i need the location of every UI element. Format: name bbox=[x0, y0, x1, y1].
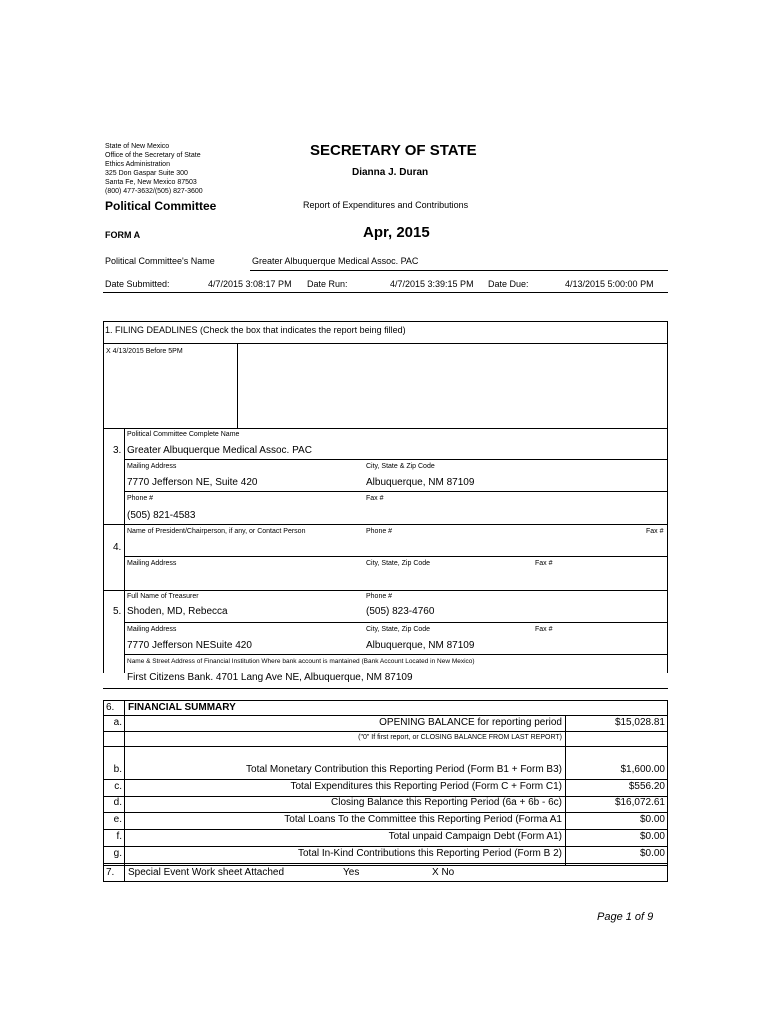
financial-row-value: $0.00 bbox=[639, 848, 665, 859]
financial-row-value: $15,028.81 bbox=[614, 717, 665, 728]
phone-label: Phone # bbox=[366, 528, 393, 535]
mailing-address-label: Mailing Address bbox=[127, 560, 177, 567]
complete-name-label: Political Committee Complete Name bbox=[127, 431, 240, 438]
date-run-label: Date Run: bbox=[307, 279, 348, 289]
treasurer-city: Albuquerque, NM 87109 bbox=[366, 640, 475, 651]
office-address bbox=[105, 142, 203, 196]
page-number: Page 1 of 9 bbox=[597, 911, 654, 923]
city-state-zip-label: City, State, Zip Code bbox=[366, 626, 431, 633]
bank-label: Name & Street Address of Financial Institution Where bank account is mantained (Bank Account Located in New Mexico) bbox=[127, 658, 475, 665]
office-line: State of New Mexico bbox=[105, 143, 170, 150]
financial-row-letter: c. bbox=[114, 781, 122, 792]
filing-deadlines-title: 1. FILING DEADLINES (Check the box that indicates the report being filled) bbox=[105, 325, 406, 335]
mailing-address-label: Mailing Address bbox=[127, 626, 177, 633]
bank-value: First Citizens Bank. 4701 Lang Ave NE, Albuquerque, NM 87109 bbox=[127, 672, 413, 683]
financial-row-value: $16,072.61 bbox=[614, 797, 665, 808]
financial-row-letter: g. bbox=[113, 848, 122, 859]
report-title: Report of Expenditures and Contributions bbox=[303, 200, 469, 210]
committee-mailing-address: 7770 Jefferson NE, Suite 420 bbox=[127, 477, 258, 488]
fax-label: Fax # bbox=[366, 495, 384, 502]
office-line: Office of the Secretary of State bbox=[105, 152, 201, 159]
form-label: FORM A bbox=[105, 230, 141, 240]
financial-row-letter: e. bbox=[113, 814, 122, 825]
city-state-zip-label: City, State, Zip Code bbox=[366, 560, 431, 567]
financial-row-value: $556.20 bbox=[628, 781, 665, 792]
phone-label: Phone # bbox=[127, 495, 154, 502]
page-title: SECRETARY OF STATE bbox=[310, 142, 477, 159]
date-due-label: Date Due: bbox=[488, 279, 529, 289]
financial-summary-title: FINANCIAL SUMMARY bbox=[128, 702, 236, 713]
financial-row-label: ("0" If first report, or CLOSING BALANCE FROM LAST REPORT) bbox=[358, 734, 562, 741]
treasurer-label: Full Name of Treasurer bbox=[127, 593, 199, 600]
financial-row-letter: d. bbox=[113, 797, 122, 808]
treasurer-name: Shoden, MD, Rebecca bbox=[127, 606, 228, 617]
financial-row-value: $0.00 bbox=[639, 831, 665, 842]
secretary-name: Dianna J. Duran bbox=[352, 167, 429, 178]
section-5-number: 5. bbox=[113, 606, 122, 617]
financial-row-label: Total Expenditures this Reporting Period (Form C + Form C1) bbox=[290, 781, 562, 792]
committee-name-label: Political Committee's Name bbox=[105, 256, 215, 266]
section-4-number: 4. bbox=[113, 542, 122, 553]
financial-row-label: OPENING BALANCE for reporting period bbox=[379, 717, 562, 728]
committee-city: Albuquerque, NM 87109 bbox=[366, 477, 475, 488]
financial-row-letter: b. bbox=[113, 764, 122, 775]
financial-row-letter: f. bbox=[116, 831, 122, 842]
treasurer-phone: (505) 823-4760 bbox=[366, 606, 435, 617]
date-submitted-label: Date Submitted: bbox=[105, 279, 170, 289]
financial-row-value: $0.00 bbox=[639, 814, 665, 825]
financial-row-letter: a. bbox=[113, 717, 122, 728]
section-7-number: 7. bbox=[106, 867, 115, 878]
office-line: (800) 477-3632/(505) 827-3600 bbox=[105, 188, 203, 195]
date-due-value: 4/13/2015 5:00:00 PM bbox=[565, 279, 654, 289]
special-event-label: Special Event Work sheet Attached bbox=[128, 867, 285, 878]
date-submitted-value: 4/7/2015 3:08:17 PM bbox=[208, 279, 292, 289]
financial-row-label: Total Loans To the Committee this Reporting Period (Forma A1 bbox=[284, 814, 562, 825]
fax-label: Fax # bbox=[535, 560, 553, 567]
financial-row-label: Total unpaid Campaign Debt (Form A1) bbox=[388, 831, 562, 842]
mailing-address-label: Mailing Address bbox=[127, 463, 177, 470]
date-run-value: 4/7/2015 3:39:15 PM bbox=[390, 279, 474, 289]
financial-row-label: Total Monetary Contribution this Reporting Period (Form B1 + Form B3) bbox=[246, 764, 562, 775]
political-committee-heading: Political Committee bbox=[105, 199, 217, 213]
report-period: Apr, 2015 bbox=[363, 224, 430, 241]
office-line: 325 Don Gaspar Suite 300 bbox=[105, 170, 188, 177]
phone-label: Phone # bbox=[366, 593, 393, 600]
committee-complete-name: Greater Albuquerque Medical Assoc. PAC bbox=[127, 445, 312, 456]
financial-row-value: $1,600.00 bbox=[620, 764, 665, 775]
committee-name-value: Greater Albuquerque Medical Assoc. PAC bbox=[252, 256, 419, 266]
section-6-number: 6. bbox=[106, 702, 115, 713]
office-line: Santa Fe, New Mexico 87503 bbox=[105, 179, 197, 186]
special-event-yes[interactable]: Yes bbox=[343, 867, 360, 878]
office-line: Ethics Administration bbox=[105, 161, 170, 168]
section-3-number: 3. bbox=[113, 445, 122, 456]
city-state-zip-label: City, State & Zip Code bbox=[366, 463, 435, 470]
financial-row-label: Total In-Kind Contributions this Reporting Period (Form B 2) bbox=[297, 848, 562, 859]
president-label: Name of President/Chairperson, if any, or Contact Person bbox=[127, 528, 306, 535]
financial-row-label: Closing Balance this Reporting Period (6a + 6b - 6c) bbox=[331, 797, 562, 808]
filing-deadline-option[interactable]: X 4/13/2015 Before 5PM bbox=[106, 348, 183, 355]
special-event-no[interactable]: X No bbox=[432, 867, 455, 878]
fax-label: Fax # bbox=[646, 528, 664, 535]
committee-phone: (505) 821-4583 bbox=[127, 510, 196, 521]
treasurer-mailing-address: 7770 Jefferson NESuite 420 bbox=[127, 640, 252, 651]
fax-label: Fax # bbox=[535, 626, 553, 633]
